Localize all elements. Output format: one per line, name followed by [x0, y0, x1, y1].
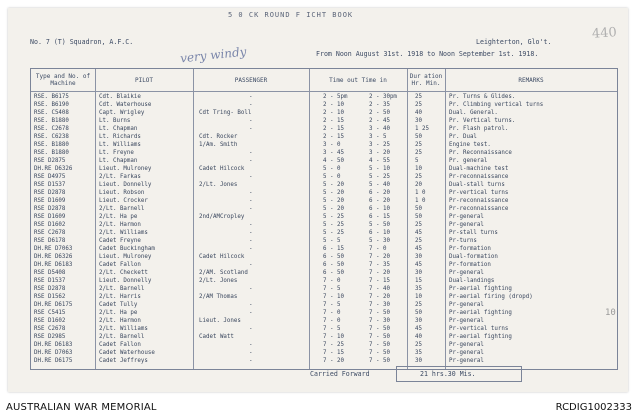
- cell-time-in: 7 - 20: [369, 254, 390, 260]
- cell-time-out: 3 - 45: [323, 150, 344, 156]
- cell-remarks: Pr-stall turns: [449, 230, 498, 236]
- table-row: [31, 150, 617, 158]
- cell-duration: 10: [415, 166, 422, 172]
- cell-machine: DH.RE D7063: [34, 350, 73, 356]
- cell-remarks: Pr-general: [449, 302, 484, 308]
- cell-remarks: Pr-turns: [449, 238, 477, 244]
- cell-remarks: Pr-formation: [449, 262, 491, 268]
- cell-duration: 45: [415, 230, 422, 236]
- cell-passenger: -: [249, 238, 253, 244]
- cell-machine: RSE D1537: [34, 182, 66, 188]
- cell-machine: DH.RE D6183: [34, 262, 73, 268]
- cell-passenger: -: [249, 126, 253, 132]
- cell-time-in: 5 - 40: [369, 182, 390, 188]
- table-row: [31, 270, 617, 278]
- cell-remarks: Pr. Reconnaissance: [449, 150, 512, 156]
- cell-passenger: 2/Lt. Jones: [199, 278, 238, 284]
- cell-passenger: 2/AM Thomas: [199, 294, 238, 300]
- cell-time-in: 5 - 25: [369, 174, 390, 180]
- cell-time-in: 6 - 10: [369, 206, 390, 212]
- cell-time-out: 5 - 25: [323, 214, 344, 220]
- table-row: [31, 94, 617, 102]
- cell-remarks: Pr-general: [449, 318, 484, 324]
- table-row: [31, 326, 617, 334]
- table-row: [31, 294, 617, 302]
- aerodrome-location: Leighterton, Glo't.: [476, 38, 552, 46]
- cell-time-out: 2 - 10: [323, 110, 344, 116]
- cell-duration: 20: [415, 182, 422, 188]
- cell-time-in: 5 - 10: [369, 166, 390, 172]
- cell-time-in: 7 - 40: [369, 286, 390, 292]
- table-row: [31, 246, 617, 254]
- table-row: [31, 350, 617, 358]
- table-row: [31, 342, 617, 350]
- handwritten-note: very windy: [179, 44, 248, 66]
- cell-machine: DH.RE D6183: [34, 342, 73, 348]
- cell-remarks: Dual-stall turns: [449, 182, 505, 188]
- cell-passenger: Cadet Hilcock: [199, 254, 245, 260]
- margin-mark: 10: [605, 308, 616, 318]
- cell-machine: RSE. C5408: [34, 110, 69, 116]
- cell-machine: RSE. C6238: [34, 134, 69, 140]
- cell-time-out: 7 - 20: [323, 358, 344, 364]
- cell-passenger: -: [249, 118, 253, 124]
- cell-passenger: -: [249, 174, 253, 180]
- cell-duration: 25: [415, 94, 422, 100]
- cell-pilot: 2/Lt. Barnell: [99, 206, 145, 212]
- cell-remarks: Pr-general: [449, 350, 484, 356]
- archive-reference: RCDIG1002333: [555, 402, 632, 413]
- table-row: [31, 230, 617, 238]
- cell-passenger: -: [249, 150, 253, 156]
- cell-time-out: 4 - 50: [323, 158, 344, 164]
- cell-time-in: 7 - 30: [369, 302, 390, 308]
- cell-remarks: Pr-formation: [449, 246, 491, 252]
- table-row: [31, 262, 617, 270]
- cell-duration: 25: [415, 142, 422, 148]
- cell-duration: 45: [415, 326, 422, 332]
- col-header-duration: Dur ation Hr. Min.: [409, 73, 443, 87]
- cell-remarks: Engine test.: [449, 142, 491, 148]
- cell-time-in: 7 - 50: [369, 334, 390, 340]
- cell-time-in: 7 - 0: [369, 246, 387, 252]
- cell-passenger: -: [249, 230, 253, 236]
- cell-remarks: Pr-vertical turns: [449, 190, 509, 196]
- cell-pilot: Lieut. Robson: [99, 190, 145, 196]
- cell-time-out: 7 - 5: [323, 326, 341, 332]
- cell-duration: 50: [415, 206, 422, 212]
- cell-remarks: Pr-reconnaissance: [449, 174, 509, 180]
- archive-credit: AUSTRALIAN WAR MEMORIAL: [6, 402, 157, 413]
- cell-machine: RSE D2878: [34, 206, 66, 212]
- cell-duration: 15: [415, 278, 422, 284]
- cell-passenger: Cadet Hilcock: [199, 166, 245, 172]
- cell-pilot: 2/Lt. Barnell: [99, 334, 145, 340]
- cell-machine: DH.RE D7063: [34, 246, 73, 252]
- cell-duration: 25: [415, 222, 422, 228]
- table-row: [31, 118, 617, 126]
- cell-pilot: Cadet Tully: [99, 302, 138, 308]
- cell-machine: RSE C5415: [34, 310, 66, 316]
- table-row: [31, 238, 617, 246]
- cell-pilot: Lt. Williams: [99, 142, 141, 148]
- cell-pilot: Cadet Fallon: [99, 342, 141, 348]
- cell-machine: RSE C2678: [34, 230, 66, 236]
- cell-passenger: Cadet Watt: [199, 334, 234, 340]
- cell-passenger: Lieut. Jones: [199, 318, 241, 324]
- cell-time-out: 7 - 5: [323, 286, 341, 292]
- cell-duration: 1 25: [415, 126, 429, 132]
- cell-time-out: 5 - 20: [323, 198, 344, 204]
- flight-table: [30, 68, 618, 370]
- cell-time-in: 7 - 15: [369, 278, 390, 284]
- cell-machine: RSE D1602: [34, 318, 66, 324]
- cell-time-out: 7 - 5: [323, 302, 341, 308]
- table-row: [31, 182, 617, 190]
- cell-machine: RSE D2878: [34, 190, 66, 196]
- cell-time-out: 7 - 0: [323, 278, 341, 284]
- cell-pilot: 2/Lt. Williams: [99, 230, 148, 236]
- cell-time-out: 6 - 15: [323, 246, 344, 252]
- cell-time-in: 2 - 45: [369, 118, 390, 124]
- squadron-name: No. 7 (T) Squadron, A.F.C.: [30, 38, 134, 46]
- cell-time-in: 7 - 35: [369, 262, 390, 268]
- cell-duration: 30: [415, 270, 422, 276]
- cell-time-in: 7 - 50: [369, 350, 390, 356]
- cell-remarks: Pr. Climbing vertical turns: [449, 102, 544, 108]
- cell-time-out: 2 - 15: [323, 126, 344, 132]
- cell-duration: 45: [415, 262, 422, 268]
- cell-duration: 50: [415, 310, 422, 316]
- cell-machine: RSE. B1880: [34, 142, 69, 148]
- cell-duration: 40: [415, 334, 422, 340]
- cell-pilot: Lt. Chapman: [99, 158, 138, 164]
- cell-pilot: Cadet Jeffreys: [99, 358, 148, 364]
- cell-machine: RSE. B6175: [34, 94, 69, 100]
- logbook-page: [8, 8, 628, 392]
- cell-passenger: 2nd/AMCropley: [199, 214, 245, 220]
- cell-time-out: 5 - 25: [323, 230, 344, 236]
- cell-duration: 25: [415, 150, 422, 156]
- table-row: [31, 310, 617, 318]
- cell-pilot: 2/Lt. Farkas: [99, 174, 141, 180]
- cell-time-in: 2 - 35: [369, 102, 390, 108]
- cell-pilot: Lt. Freyne: [99, 150, 134, 156]
- cell-duration: 40: [415, 110, 422, 116]
- cell-time-out: 5 - 25: [323, 222, 344, 228]
- col-header-remarks: REMARKS: [518, 77, 544, 84]
- cell-time-out: 5 - 0: [323, 174, 341, 180]
- cell-duration: 25: [415, 174, 422, 180]
- col-header-time: Time out Time in: [329, 77, 387, 84]
- cell-remarks: Pr-aerial fighting: [449, 310, 512, 316]
- cell-machine: RSE. C2678: [34, 126, 69, 132]
- cell-pilot: Cadet Freyne: [99, 238, 141, 244]
- cell-time-in: 7 - 50: [369, 326, 390, 332]
- cell-remarks: Pr-reconnaissance: [449, 198, 509, 204]
- cell-passenger: -: [249, 358, 253, 364]
- cell-time-in: 2 - 50: [369, 110, 390, 116]
- table-row: [31, 358, 617, 366]
- table-row: [31, 302, 617, 310]
- cell-time-out: 7 - 10: [323, 294, 344, 300]
- cell-duration: 45: [415, 246, 422, 252]
- cell-pilot: Lieut. Donnelly: [99, 278, 152, 284]
- table-row: [31, 142, 617, 150]
- table-row: [31, 278, 617, 286]
- cell-time-out: 2 - 10: [323, 102, 344, 108]
- cell-passenger: -: [249, 158, 253, 164]
- cell-duration: 30: [415, 318, 422, 324]
- cell-passenger: -: [249, 326, 253, 332]
- cell-time-out: 7 - 0: [323, 310, 341, 316]
- cell-passenger: Cdt. Rocker: [199, 134, 238, 140]
- carried-forward-label: Carried Forward: [310, 370, 370, 378]
- col-header-type: Type and No. of Machine: [35, 73, 91, 87]
- cell-pilot: Cdt. Waterhouse: [99, 102, 152, 108]
- cell-remarks: Pr-general: [449, 342, 484, 348]
- cell-time-out: 5 - 20: [323, 182, 344, 188]
- cell-time-in: 7 - 20: [369, 294, 390, 300]
- cell-machine: RSE D2985: [34, 334, 66, 340]
- cell-passenger: -: [249, 310, 253, 316]
- cell-pilot: Lt. Burns: [99, 118, 131, 124]
- carried-forward-total: 21 hrs.30 Mis.: [420, 370, 476, 378]
- cell-time-in: 3 - 40: [369, 126, 390, 132]
- cell-time-out: 5 - 0: [323, 166, 341, 172]
- corner-page-number: 440: [591, 25, 618, 42]
- table-row: [31, 334, 617, 342]
- cell-remarks: Pr-reconnaissance: [449, 206, 509, 212]
- cell-remarks: Pr-aerial fighting: [449, 334, 512, 340]
- cell-pilot: 2/Lt. Ha pe: [99, 214, 138, 220]
- cell-passenger: -: [249, 198, 253, 204]
- cell-time-out: 5 - 20: [323, 190, 344, 196]
- cell-pilot: Lt. Richards: [99, 134, 141, 140]
- cell-time-in: 7 - 50: [369, 358, 390, 364]
- cell-pilot: Cadet Waterhouse: [99, 350, 155, 356]
- cell-pilot: 2/Lt. Williams: [99, 326, 148, 332]
- cell-time-out: 2 - 5pm: [323, 94, 348, 100]
- cell-duration: 35: [415, 350, 422, 356]
- cell-remarks: Pr-general: [449, 270, 484, 276]
- table-row: [31, 206, 617, 214]
- cell-machine: RSE D5408: [34, 270, 66, 276]
- cell-time-in: 4 - 55: [369, 158, 390, 164]
- cell-time-in: 5 - 50: [369, 222, 390, 228]
- cell-pilot: Lt. Chapman: [99, 126, 138, 132]
- cell-pilot: Cadet Fallon: [99, 262, 141, 268]
- cell-duration: 1 0: [415, 198, 426, 204]
- cell-pilot: 2/Lt. Harris: [99, 294, 141, 300]
- cell-remarks: Pr-general: [449, 358, 484, 364]
- cell-remarks: Pr-aerial fighting: [449, 286, 512, 292]
- cell-time-out: 7 - 25: [323, 342, 344, 348]
- cell-time-in: 5 - 30: [369, 238, 390, 244]
- cell-passenger: 2/AM. Scotland: [199, 270, 248, 276]
- cell-remarks: Pr-vertical turns: [449, 326, 509, 332]
- cell-machine: DH.RE D6175: [34, 302, 73, 308]
- cell-machine: RSE D1562: [34, 294, 66, 300]
- cell-remarks: Pr. general: [449, 158, 488, 164]
- table-row: [31, 134, 617, 142]
- table-row: [31, 318, 617, 326]
- cell-pilot: Cdt. Blaikie: [99, 94, 141, 100]
- cell-passenger: -: [249, 206, 253, 212]
- cell-time-out: 6 - 50: [323, 262, 344, 268]
- col-header-passenger: PASSENGER: [234, 77, 268, 84]
- cell-duration: 25: [415, 302, 422, 308]
- cell-machine: RSE. B1880: [34, 118, 69, 124]
- cell-time-in: 7 - 30: [369, 318, 390, 324]
- cell-pilot: 2/Lt. Ha pe: [99, 310, 138, 316]
- cell-time-in: 7 - 50: [369, 310, 390, 316]
- cell-passenger: -: [249, 222, 253, 228]
- cell-machine: RSE D2875: [34, 158, 66, 164]
- table-row: [31, 126, 617, 134]
- cell-passenger: -: [249, 94, 253, 100]
- cell-time-in: 7 - 50: [369, 342, 390, 348]
- cell-machine: DH.RE D6326: [34, 254, 73, 260]
- cell-passenger: -: [249, 262, 253, 268]
- document-title: 5 0 CK ROUND F ICHT BOOK: [228, 11, 354, 19]
- cell-time-in: 6 - 20: [369, 198, 390, 204]
- table-row: [31, 198, 617, 206]
- cell-remarks: Dual-formation: [449, 254, 498, 260]
- cell-remarks: Pr. Turns & Glides.: [449, 94, 516, 100]
- cell-duration: 30: [415, 254, 422, 260]
- cell-pilot: Lieut. Crocker: [99, 198, 148, 204]
- cell-duration: 1 0: [415, 190, 426, 196]
- table-row: [31, 190, 617, 198]
- cell-passenger: -: [249, 342, 253, 348]
- table-row: [31, 254, 617, 262]
- cell-duration: 30: [415, 118, 422, 124]
- cell-passenger: -: [249, 286, 253, 292]
- cell-remarks: Dual-landings: [449, 278, 495, 284]
- col-header-pilot: PILOT: [134, 77, 154, 84]
- cell-remarks: Dual-machine test: [449, 166, 509, 172]
- cell-passenger: -: [249, 302, 253, 308]
- table-row: [31, 214, 617, 222]
- cell-machine: RSE C2678: [34, 326, 66, 332]
- cell-time-in: 3 - 20: [369, 150, 390, 156]
- cell-pilot: 2/Lt. Harmon: [99, 318, 141, 324]
- cell-machine: DH.RE D6175: [34, 358, 73, 364]
- table-row: [31, 222, 617, 230]
- cell-pilot: Lieut. Mulroney: [99, 254, 152, 260]
- cell-machine: RSE D1609: [34, 214, 66, 220]
- cell-machine: RSE D2878: [34, 286, 66, 292]
- reporting-period: From Noon August 31st. 1918 to Noon September 1st. 1918.: [316, 50, 539, 58]
- cell-time-out: 2 - 15: [323, 118, 344, 124]
- cell-time-in: 6 - 10: [369, 230, 390, 236]
- cell-time-out: 3 - 0: [323, 142, 341, 148]
- cell-pilot: Capt. Wrigley: [99, 110, 145, 116]
- cell-machine: RSE D1609: [34, 198, 66, 204]
- cell-passenger: -: [249, 350, 253, 356]
- cell-time-out: 6 - 50: [323, 254, 344, 260]
- cell-machine: DH.RE D6326: [34, 166, 73, 172]
- cell-duration: 30: [415, 358, 422, 364]
- table-row: [31, 158, 617, 166]
- cell-time-out: 7 - 10: [323, 334, 344, 340]
- table-row: [31, 102, 617, 110]
- table-row: [31, 110, 617, 118]
- cell-passenger: -: [249, 246, 253, 252]
- cell-remarks: Pr. Vertical turns.: [449, 118, 516, 124]
- cell-duration: 50: [415, 134, 422, 140]
- cell-machine: RSE. B6190: [34, 102, 69, 108]
- cell-passenger: 2/Lt. Jones: [199, 182, 238, 188]
- table-row: [31, 174, 617, 182]
- cell-time-in: 6 - 20: [369, 190, 390, 196]
- cell-machine: RSE D1537: [34, 278, 66, 284]
- cell-remarks: Pr-general: [449, 222, 484, 228]
- cell-duration: 25: [415, 102, 422, 108]
- cell-time-out: 5 - 20: [323, 206, 344, 212]
- cell-duration: 50: [415, 214, 422, 220]
- cell-time-out: 2 - 15: [323, 134, 344, 140]
- cell-pilot: 2/Lt. Harmon: [99, 222, 141, 228]
- cell-remarks: Pr. Dual: [449, 134, 477, 140]
- cell-time-out: 6 - 50: [323, 270, 344, 276]
- cell-remarks: Pr. Flash patrol.: [449, 126, 509, 132]
- cell-passenger: -: [249, 102, 253, 108]
- cell-remarks: Dual. General.: [449, 110, 498, 116]
- cell-remarks: Pr-general: [449, 214, 484, 220]
- cell-time-in: 6 - 15: [369, 214, 390, 220]
- cell-time-in: 3 - 5: [369, 134, 387, 140]
- cell-duration: 5: [415, 158, 419, 164]
- cell-passenger: Cdt Tring- Boll: [199, 110, 252, 116]
- cell-passenger: -: [249, 190, 253, 196]
- cell-time-out: 5 - 5: [323, 238, 341, 244]
- cell-pilot: 2/Lt. Barnell: [99, 286, 145, 292]
- cell-duration: 35: [415, 286, 422, 292]
- cell-duration: 25: [415, 342, 422, 348]
- cell-time-in: 7 - 20: [369, 270, 390, 276]
- cell-machine: RSE. B1880: [34, 150, 69, 156]
- cell-machine: RSE D1602: [34, 222, 66, 228]
- cell-time-in: 3 - 25: [369, 142, 390, 148]
- table-row: [31, 166, 617, 174]
- cell-duration: 25: [415, 238, 422, 244]
- cell-machine: RSE D4975: [34, 174, 66, 180]
- cell-passenger: 1/Am. Smith: [199, 142, 238, 148]
- cell-time-in: 2 - 30pm: [369, 94, 397, 100]
- cell-remarks: Pr-aerial firing (dropd): [449, 294, 533, 300]
- cell-pilot: Lieut. Donnelly: [99, 182, 152, 188]
- table-row: [31, 286, 617, 294]
- cell-time-out: 7 - 15: [323, 350, 344, 356]
- cell-duration: 10: [415, 294, 422, 300]
- cell-pilot: Cadet Buckingham: [99, 246, 155, 252]
- cell-pilot: Lieut. Mulroney: [99, 166, 152, 172]
- cell-machine: RSE D6178: [34, 238, 66, 244]
- cell-pilot: 2/Lt. Checkett: [99, 270, 148, 276]
- cell-time-out: 7 - 0: [323, 318, 341, 324]
